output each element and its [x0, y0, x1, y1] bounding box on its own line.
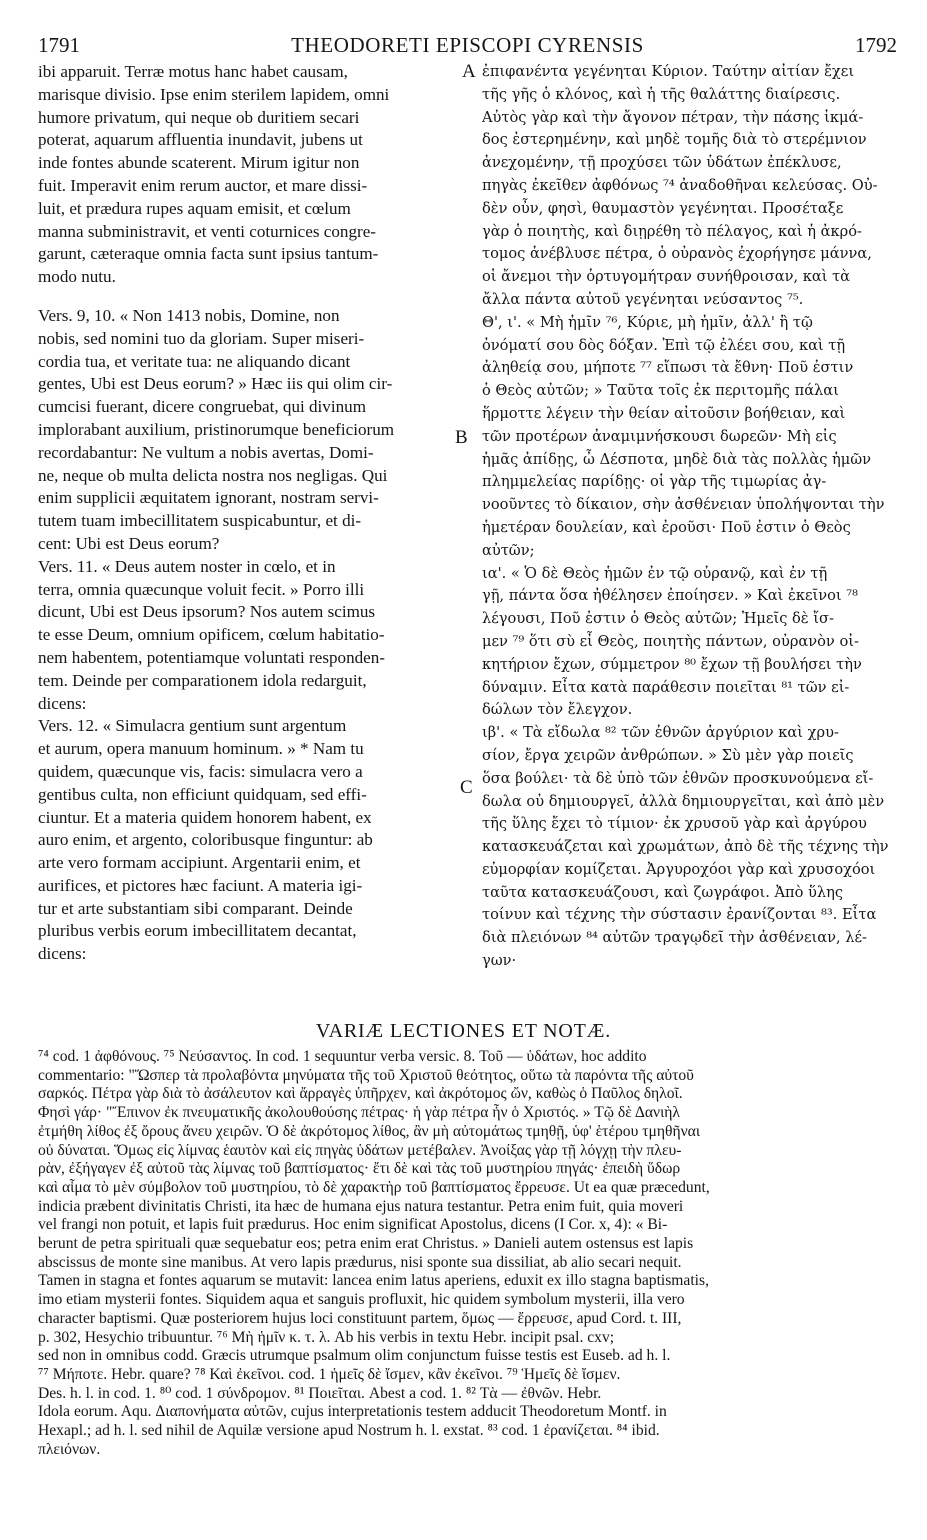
text-line: humore privatum, qui neque ob duritiem secari [38, 107, 360, 127]
text-line: gentes, Ubi est Deus eorum? » Hæc iis qui olim cir- [38, 374, 393, 394]
text-line: dicunt, Ubi est Deus ipsorum? Nos autem scimus [38, 602, 376, 622]
text-line: gentibus culta, non efficiunt quidquam, sed effi- [38, 784, 367, 804]
note-line: ⁷⁷ Μήποτε. Hebr. quare? ⁷⁸ Καὶ ἐκεῖνοι. cod. 1 ἡμεῖς δὲ ἴσμεν, κἂν ἐκεῖνοι. ⁷⁹ Ἡμεῖς δὲ ἴσμεν. [38, 1365, 621, 1383]
text-line: τῆς γῆς ὁ κλόνος, καὶ ἡ τῆς θαλάττης διαίρεσις. [482, 85, 841, 103]
text-line: πλημμελείας παρίδῃς· οἱ γὰρ τῆς τιμωρίας ἀγ- [482, 473, 827, 491]
text-line: terra, omnia quæcunque voluit fecit. » Porro illi [38, 579, 365, 599]
text-line: ἄλλα πάντα αὐτοῦ γεγένηται νεύσαντος ⁷⁵. [482, 290, 804, 308]
page-header [38, 30, 897, 60]
text-line: fuit. Imperavit enim rerum auctor, et mare dissi- [38, 175, 368, 195]
text-line: marisque divisio. Ipse enim sterilem lapidem, omni [38, 84, 390, 104]
note-line: πλειόνων. [38, 1440, 101, 1458]
notes-heading: VARIÆ LECTIONES ET NOTÆ. [315, 1020, 612, 1042]
text-line: ἡμᾶς ἀπίδῃς, ὦ Δέσποτα, μηδὲ διὰ τὰς πολλὰς ἡμῶν [482, 450, 872, 468]
text-line: ciuntur. Et a materia quidem honorem habent, ex [38, 807, 372, 827]
text-line: ἐπιφανέντα γεγένηται Κύριον. Ταύτην αἰτίαν ἔχει [482, 63, 855, 80]
text-line: μεν ⁷⁹ ὅτι σὺ εἶ Θεὸς, ποιητὴς πάντων, οὐρανὸν οἰ- [482, 632, 859, 650]
text-line: Vers. 12. « Simulacra gentium sunt argentum [38, 716, 347, 736]
text-line: ibi apparuit. Terræ motus hanc habet causam, [38, 62, 348, 81]
text-line: arte vero formam accipiunt. Argentarii enim, et [38, 853, 361, 873]
text-line: cent: Ubi est Deus eorum? [38, 533, 220, 553]
note-line: ⁷⁴ cod. 1 ἀφθόνους. ⁷⁵ Νεύσαντος. In cod. 1 sequuntur verba versic. 8. Τοῦ — ὑδάτων, hoc addito [38, 1048, 647, 1065]
text-line: ἡμετέραν δουλείαν, καὶ ἐροῦσι· Ποῦ ἐστιν ὁ Θεὸς [482, 518, 851, 536]
note-line: καὶ αἷμα τὸ μὲν σύμβολον τοῦ μυστηρίου, τὸ δὲ χαρακτὴρ τοῦ βαπτίσματος ἔρρευσε. Ut ea quæ præcedunt, [38, 1178, 710, 1196]
page-number-right: 1792 [855, 33, 897, 57]
note-line: Des. h. l. in cod. 1. ⁸⁰ cod. 1 σύνδρομον. ⁸¹ Ποιεῖται. Abest a cod. 1. ⁸² Τὰ — ἐθνῶν. Hebr. [38, 1384, 602, 1402]
text-line: modo nutu. [38, 267, 116, 287]
note-line: σαρκός. Πέτρα γὰρ διὰ τὸ ἀσάλευτον καὶ ἄρραγὲς ὑπῆρχεν, καὶ ἀκρότομος ὤν, καθὼς ὁ Παῦλος δηλοῖ. [38, 1085, 683, 1103]
text-line: pluribus verbis eorum imbecillitatem decantat, [38, 921, 357, 941]
text-line: te esse Deum, omnium opificem, cœlum habitatio- [38, 625, 385, 645]
text-line: σίον, ἔργα χειρῶν ἀνθρώπων. » Σὺ μὲν γὰρ ποιεῖς [482, 746, 854, 764]
text-line: πηγὰς ἐκεῖθεν ἀφθόνως ⁷⁴ ἀναδοθῆναι κελεύσας. Οὐ- [482, 176, 878, 194]
text-line: recordabantur: Ne vultum a nobis avertas, Domi- [38, 442, 374, 462]
text-line: poterat, aquarum affluentia inundavit, jubens ut [38, 130, 363, 150]
text-line: δὲν οὖν, φησὶ, θαυμαστὸν γεγένηται. Προσέταξε [482, 199, 844, 217]
text-line: garunt, cæteraque omnia facta sunt ipsius tantum- [38, 244, 379, 264]
text-line: enim supplicii æquitatem ignorant, nostram servi- [38, 488, 379, 508]
note-line: sed non in omnibus codd. Græcis utrumque psalmum olim conjunctum fuisse testis est Euseb. ad h. l. [38, 1347, 671, 1365]
text-line: tem. Deinde per comparationem idola redarguit, [38, 670, 367, 690]
text-line: et aurum, opera manuum hominum. » * Nam tu [38, 739, 364, 759]
text-line: ὁ Θεὸς αὐτῶν; » Ταῦτα τοῖς ἐκ περιτομῆς πάλαι [482, 382, 839, 400]
margin-marker-c: C [460, 777, 473, 798]
text-line: δώλων τὸν ἔλεγχον. [482, 701, 633, 719]
text-line: λέγουσι, Ποῦ ἐστιν ὁ Θεὸς αὐτῶν; Ἡμεῖς δὲ ἴσ- [482, 610, 834, 628]
text-line: nem habentem, potentiamque voluntati responden- [38, 647, 385, 667]
text-line: γὰρ ὁ ποιητὴς, καὶ διῃρέθη τὸ πέλαγος, καὶ ἡ ἀκρό- [482, 222, 862, 240]
text-line: ὀνόματί σου δὸς δόξαν. Ἐπὶ τῷ ἐλέει σου, καὶ τῇ [482, 336, 846, 354]
note-line: indicia præbent divinitatis Christi, ita hæc de humana ejus natura testantur. Petra enim fuit, quia moveri [38, 1197, 684, 1215]
text-line: τομος ἀνέβλυσε πέτρα, ὁ οὐρανὸς ἐχορήγησε μάννα, [482, 245, 872, 263]
text-line: ἀληθείᾳ σου, μήποτε ⁷⁷ εἴπωσι τὰ ἔθνη· Ποῦ ἐστιν [482, 359, 854, 377]
note-line: vel frangi non potuit, et lapis fuit prædurus. Hoc enim significat Apostolus, dicens (I Cor. x, 4): « Bi- [38, 1216, 668, 1234]
text-line: cordia tua, et veritate tua: ne aliquando dicant [38, 351, 351, 371]
text-line: inde fontes abunde scaterent. Mirum igitur non [38, 153, 360, 173]
latin-column [38, 61, 456, 966]
text-line: cumcisi fuerant, dicere congruebat, qui divinum [38, 397, 366, 417]
text-line: κατασκευάζεται καὶ χρωμάτων, ἀπὸ δὲ τῆς τέχνης τὴν [482, 838, 889, 856]
greek-column [482, 61, 892, 973]
text-line: ταῦτα κατασκευάζουσι, καὶ ζωγράφοι. Ἀπὸ ὕλης [482, 883, 844, 901]
note-line: character baptismi. Quæ posteriorem hujus loci constituunt partem, ὅμως — ἔρρευσε, apud Cord. t. III, [38, 1309, 682, 1327]
text-line: ια'. « Ὁ δὲ Θεὸς ἡμῶν ἐν τῷ οὐρανῷ, καὶ ἐν τῇ [482, 564, 828, 582]
note-line: Tamen in stagna et fontes aquarum se mutavit: lancea enim latus aperiens, eduxit ex illo stagna baptismatis, [38, 1272, 709, 1290]
note-line: berunt de petra spirituali quæ sequebatur eos; petra enim erat Christus. » Danieli autem ostensus est lapis [38, 1235, 694, 1253]
text-line: τῶν προτέρων ἀναμιμνήσκουσι δωρεῶν· Μὴ εἰς [482, 427, 837, 445]
text-line: εὐμορφίαν κομίζεται. Ἀργυροχόοι γὰρ καὶ χρυσοχόοι [482, 860, 876, 878]
text-line: tutem tuam imbecillitatem suspicabuntur, et di- [38, 511, 362, 531]
text-line [38, 289, 456, 305]
note-line: Hexapl.; ad h. l. sed nihil de Aquilæ versione apud Nostrum h. l. exstat. ⁸³ cod. 1 ἐρανίζεται. ⁸⁴ ibid. [38, 1422, 660, 1440]
text-line: γων· [482, 952, 517, 970]
text-line: ιβ'. « Τὰ εἴδωλα ⁸² τῶν ἐθνῶν ἀργύριον καὶ χρυ- [482, 724, 839, 742]
text-line: γῇ, πάντα ὅσα ἠθέλησεν ἐποίησεν. » Καὶ ἐκεῖνοι ⁷⁸ [482, 587, 858, 605]
text-line: manna subministravit, et venti coturnices congre- [38, 221, 376, 241]
note-line: Φησὶ γάρ· "Ἔπινον ἐκ πνευματικῆς ἀκολουθούσης πέτρας· ἡ γὰρ πέτρα ἦν ὁ Χριστός. » Τῷ δὲ Δανιὴλ [38, 1104, 680, 1122]
text-line: Αὐτὸς γὰρ καὶ τὴν ἄγονον πέτραν, τὴν πάσης ἰκμά- [482, 108, 864, 126]
text-line: dicens: [38, 944, 87, 964]
note-line: abscissus de monte sine manibus. At vero lapis prædurus, nisi sponte sua dissiliat, ab alio secari nequit. [38, 1253, 682, 1271]
text-line: κητήριον ἔχων, σύμμετρον ⁸⁰ ἔχων τῇ βουλήσει τὴν [482, 655, 862, 673]
text-line: διὰ πλειόνων ⁸⁴ αὐτῶν τραγῳδεῖ τὴν ἀσθένειαν, λέ- [482, 929, 867, 947]
text-line: Vers. 9, 10. « Non 1413 nobis, Domine, non [38, 305, 340, 325]
variant-readings-notes [38, 1048, 892, 1459]
text-line: νοοῦντες τὸ δίκαιον, σὴν ἀσθένειαν ὑπολήψονται τὴν [482, 496, 885, 514]
text-line: δύναμιν. Εἶτα κατὰ παράθεσιν ποιεῖται ⁸¹ τῶν εἰ- [482, 678, 850, 696]
note-line: Idola eorum. Aqu. Διαπονήματα αὐτῶν, cujus interpretationis testem adducit Theodoretum Montf. in [38, 1403, 667, 1421]
text-line: ne, neque ob multa delicta nostra nos negligas. Qui [38, 465, 388, 485]
text-line: δωλα οὐ δημιουργεῖ, ἀλλὰ δημιουργεῖται, καὶ ἀπὸ μὲν [482, 792, 885, 810]
running-title: THEODORETI EPISCOPI CYRENSIS [291, 33, 644, 57]
note-line: ρὰν, ἐξήγαγεν ἐξ αὐτοῦ τὰς λίμνας τοῦ βαπτίσματος· ἔτι δὲ καὶ τὰς τοῦ μυστηρίου πηγάς· ἐπειδὴ ὕδωρ [38, 1160, 681, 1178]
text-line: quidem, quæcunque vis, facis: simulacra vero a [38, 761, 363, 781]
text-line: τῆς ὕλης ἔχει τὸ τίμιον· ἐκ χρυσοῦ γὰρ καὶ ἀργύρου [482, 815, 867, 833]
page-number-left: 1791 [38, 33, 80, 57]
text-line: τοίνυν καὶ τέχνης τὴν σύστασιν ἐρανίζονται ⁸³. Εἶτα [482, 906, 877, 924]
note-line: commentario: "Ὥσπερ τὰ προλαβόντα μηνύματα τῆς τοῦ Χριστοῦ θεότητος, οὕτω τὰ παρόντα τῆς αὐτοῦ [38, 1066, 694, 1084]
text-line: auro enim, et argento, coloribusque finguntur: ab [38, 830, 373, 850]
text-line: nobis, sed nomini tuo da gloriam. Super miseri- [38, 328, 365, 348]
note-line: imo etiam mysterii fontes. Siquidem aqua et sanguis profluxit, hic quidem symbolum mysterii, illa vero [38, 1291, 685, 1309]
text-line: luit, et prædura rupes aquam emisit, et cœlum [38, 198, 351, 218]
text-line: ἀνεχομένην, τῇ προχύσει τῶν ὑδάτων ἐπέκλυσε, [482, 154, 842, 172]
text-line: αὐτῶν; [482, 541, 535, 559]
text-line: implorabant auxilium, pristinorumque beneficiorum [38, 419, 395, 439]
text-line: οἱ ἄνεμοι τὴν ὀρτυγομήτραν συνήθροισαν, καὶ τὰ [482, 268, 851, 286]
text-line: ἥρμοττε λέγειν τὴν θείαν αἰτοῦσιν βοήθειαν, καὶ [482, 404, 846, 422]
margin-marker-b: B [455, 427, 468, 448]
text-line: aurifices, et pictores hæc faciunt. A materia igi- [38, 875, 363, 895]
text-line: Θ', ι'. « Μὴ ἡμῖν ⁷⁶, Κύριε, μὴ ἡμῖν, ἀλλ' ἢ τῷ [482, 313, 813, 331]
note-line: οὐ δύναται. Ὅμως εἰς λίμνας ἑαυτὸν καὶ εἰς πηγὰς ὑδάτων μετέβαλεν. Ἀνοίξας γὰρ τῇ λόγχῃ τὴν πλευ- [38, 1141, 682, 1159]
text-line: Vers. 11. « Deus autem noster in cœlo, et in [38, 556, 336, 576]
text-line: δος ἐστερημένην, καὶ μηδὲ τομῆς διὰ τὸ στερέμνιον [482, 131, 867, 149]
text-line: tur et arte substantiam sibi comparant. Deinde [38, 898, 353, 918]
note-line: ἐτμήθη λίθος ἐξ ὄρους ἄνευ χειρῶν. Ὁ δὲ ἀκρότομος λίθος, ἂν μὴ αὐτομάτως τμηθῇ, ὑφ' ἑτέρου τμηθῆναι [38, 1122, 701, 1140]
text-line: dicens: [38, 693, 87, 713]
text-line: ὅσα βούλει· τὰ δὲ ὑπὸ τῶν ἐθνῶν προσκυνούμενα εἴ- [482, 769, 874, 787]
margin-marker-a: A [462, 61, 476, 82]
note-line: p. 302, Hesychio tribuuntur. ⁷⁶ Μὴ ἡμῖν κ. τ. λ. Ab his verbis in textu Hebr. incipit psal. cxv; [38, 1328, 615, 1346]
